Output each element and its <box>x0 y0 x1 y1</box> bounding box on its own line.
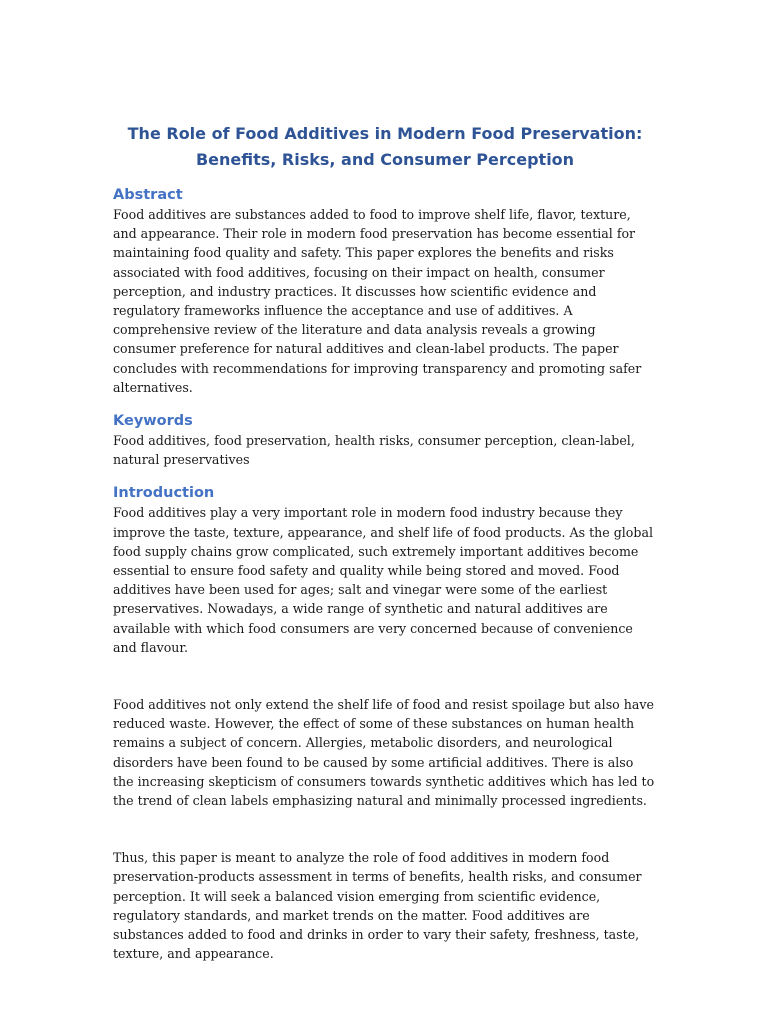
introduction-paragraph-1: Food additives play a very important role in modern food industry because they improve the taste, texture, appearance, and shelf life of food products. As the global food supply chains grow complicated, such extremely important additives become essential to ensure food safety and quality while being stored and moved. Food additives have been used for ages; salt and vinegar were some of the earliest preservatives. Nowadays, a wide range of synthetic and natural additives are available with which food consumers are very concerned because of convenience and flavour. <box>113 505 653 655</box>
introduction-heading: Introduction <box>113 485 215 502</box>
paper-title: The Role of Food Additives in Modern Food Preservation: Benefits, Risks, and Consumer Perception <box>127 124 643 169</box>
keywords-heading: Keywords <box>113 413 193 430</box>
abstract-heading: Abstract <box>113 187 183 203</box>
abstract-text: Food additives are substances added to food to improve shelf life, flavor, texture, and appearance. Their role in modern food preservation has become essential for maintaining food quality and safety. This paper explores the benefits and risks associated with food additives, focusing on their impact on health, consumer perception, and industry practices. It discusses how scientific evidence and regulatory frameworks influence the acceptance and use of additives. A comprehensive review of the literature and data analysis reveals a growing consumer preference for natural additives and clean-label products. The paper concludes with recommendations for improving transparency and promoting safer alternatives. <box>113 207 642 395</box>
document-content <box>113 121 657 964</box>
introduction-paragraph-2: Food additives not only extend the shelf life of food and resist spoilage but also have reduced waste. However, the effect of some of these substances on human health remains a subject of concern. Allergies, metabolic disorders, and neurological disorders have been found to be caused by some artificial additives. There is also the increasing skepticism of consumers towards synthetic additives which has led to the trend of clean labels emphasizing natural and minimally processed ingredients. <box>113 697 655 809</box>
keywords-text: Food additives, food preservation, health risks, consumer perception, clean-label, natural preservatives <box>113 433 635 468</box>
introduction-paragraph-3: Thus, this paper is meant to analyze the role of food additives in modern food preservation-products assessment in terms of benefits, health risks, and consumer perception. It will seek a balanced vision emerging from scientific evidence, regulatory standards, and market trends on the matter. Food additives are substances added to food and drinks in order to vary their safety, freshness, taste, texture, and appearance. <box>113 850 642 962</box>
